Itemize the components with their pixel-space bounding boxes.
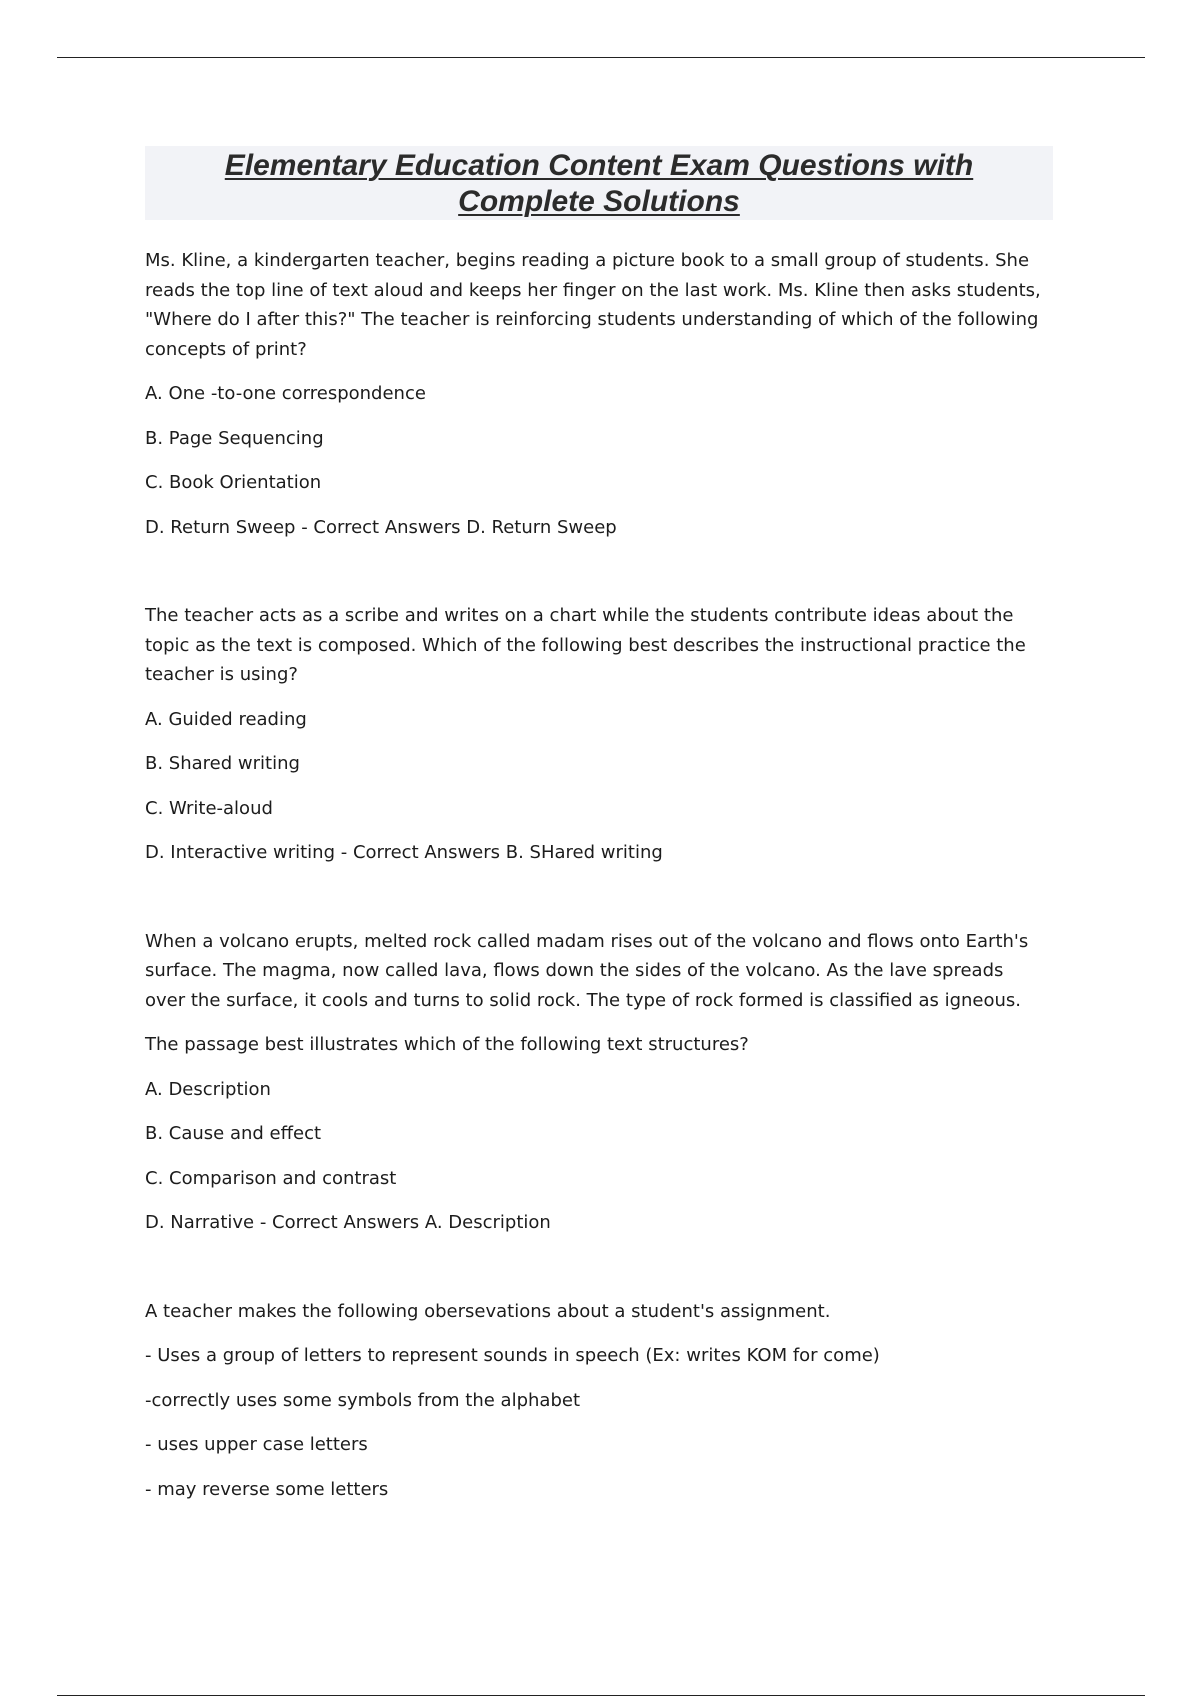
observation-item: -correctly uses some symbols from the alphabet [145, 1389, 581, 1411]
answer-option: B. Cause and effect [145, 1123, 322, 1144]
answer-option: A. Guided reading [145, 708, 307, 730]
document-body [145, 246, 1045, 1519]
question-stem: Ms. Kline, a kindergarten teacher, begins reading a picture book to a small group of students. She reads the top line of text aloud and keeps her finger on the last work. Ms. Kline then asks students, "Where do I after this?" The teacher is reinforcing students understanding of which of the following concepts of print? [145, 250, 1041, 360]
answer-option: D. Return Sweep - Correct Answers D. Return Sweep [145, 516, 617, 538]
answer-option: B. Shared writing [145, 753, 300, 774]
answer-option: C. Write-aloud [145, 797, 273, 819]
question-spacer [145, 1253, 1045, 1297]
question-stem: A teacher makes the following obersevations about a student's assignment. [145, 1300, 831, 1322]
answer-option: C. Comparison and contrast [145, 1167, 397, 1189]
question-block-2 [145, 601, 1045, 868]
bottom-rule [57, 1695, 1145, 1696]
question-stem: When a volcano erupts, melted rock called madam rises out of the volcano and flows onto Earth's surface. The magma, now called lava, flows down the sides of the volcano. As the lave spreads over the surface, it cools and turns to solid rock. The type of rock formed is classified as igneous. [145, 930, 1029, 1011]
observation-item: - Uses a group of letters to represent sounds in speech (Ex: writes KOM for come) [145, 1345, 880, 1366]
question-stem: The teacher acts as a scribe and writes on a chart while the students contribute ideas about the topic as the text is composed. Which of the following best describes the instructional practice the teacher is using? [145, 605, 1026, 685]
answer-option: D. Narrative - Correct Answers A. Description [145, 1212, 551, 1233]
answer-option: A. Description [145, 1078, 271, 1100]
question-spacer [145, 557, 1045, 601]
observation-item: - may reverse some letters [145, 1478, 389, 1500]
title-line-1: Elementary Education Content Exam Questions with [224, 149, 974, 182]
question-prompt: The passage best illustrates which of the following text structures? [145, 1034, 749, 1055]
question-spacer [145, 883, 1045, 927]
title-box [145, 146, 1053, 220]
observation-item: - uses upper case letters [145, 1434, 368, 1455]
title-line-2: Complete Solutions [458, 185, 740, 218]
question-block-3 [145, 927, 1045, 1238]
top-rule [57, 57, 1145, 58]
answer-option: C. Book Orientation [145, 472, 322, 493]
answer-option: B. Page Sequencing [145, 427, 324, 449]
answer-option: D. Interactive writing - Correct Answers B. SHared writing [145, 842, 663, 863]
document-title [145, 146, 1053, 220]
question-block-4 [145, 1297, 1045, 1505]
answer-option: A. One -to-one correspondence [145, 383, 426, 404]
question-block-1 [145, 246, 1045, 542]
